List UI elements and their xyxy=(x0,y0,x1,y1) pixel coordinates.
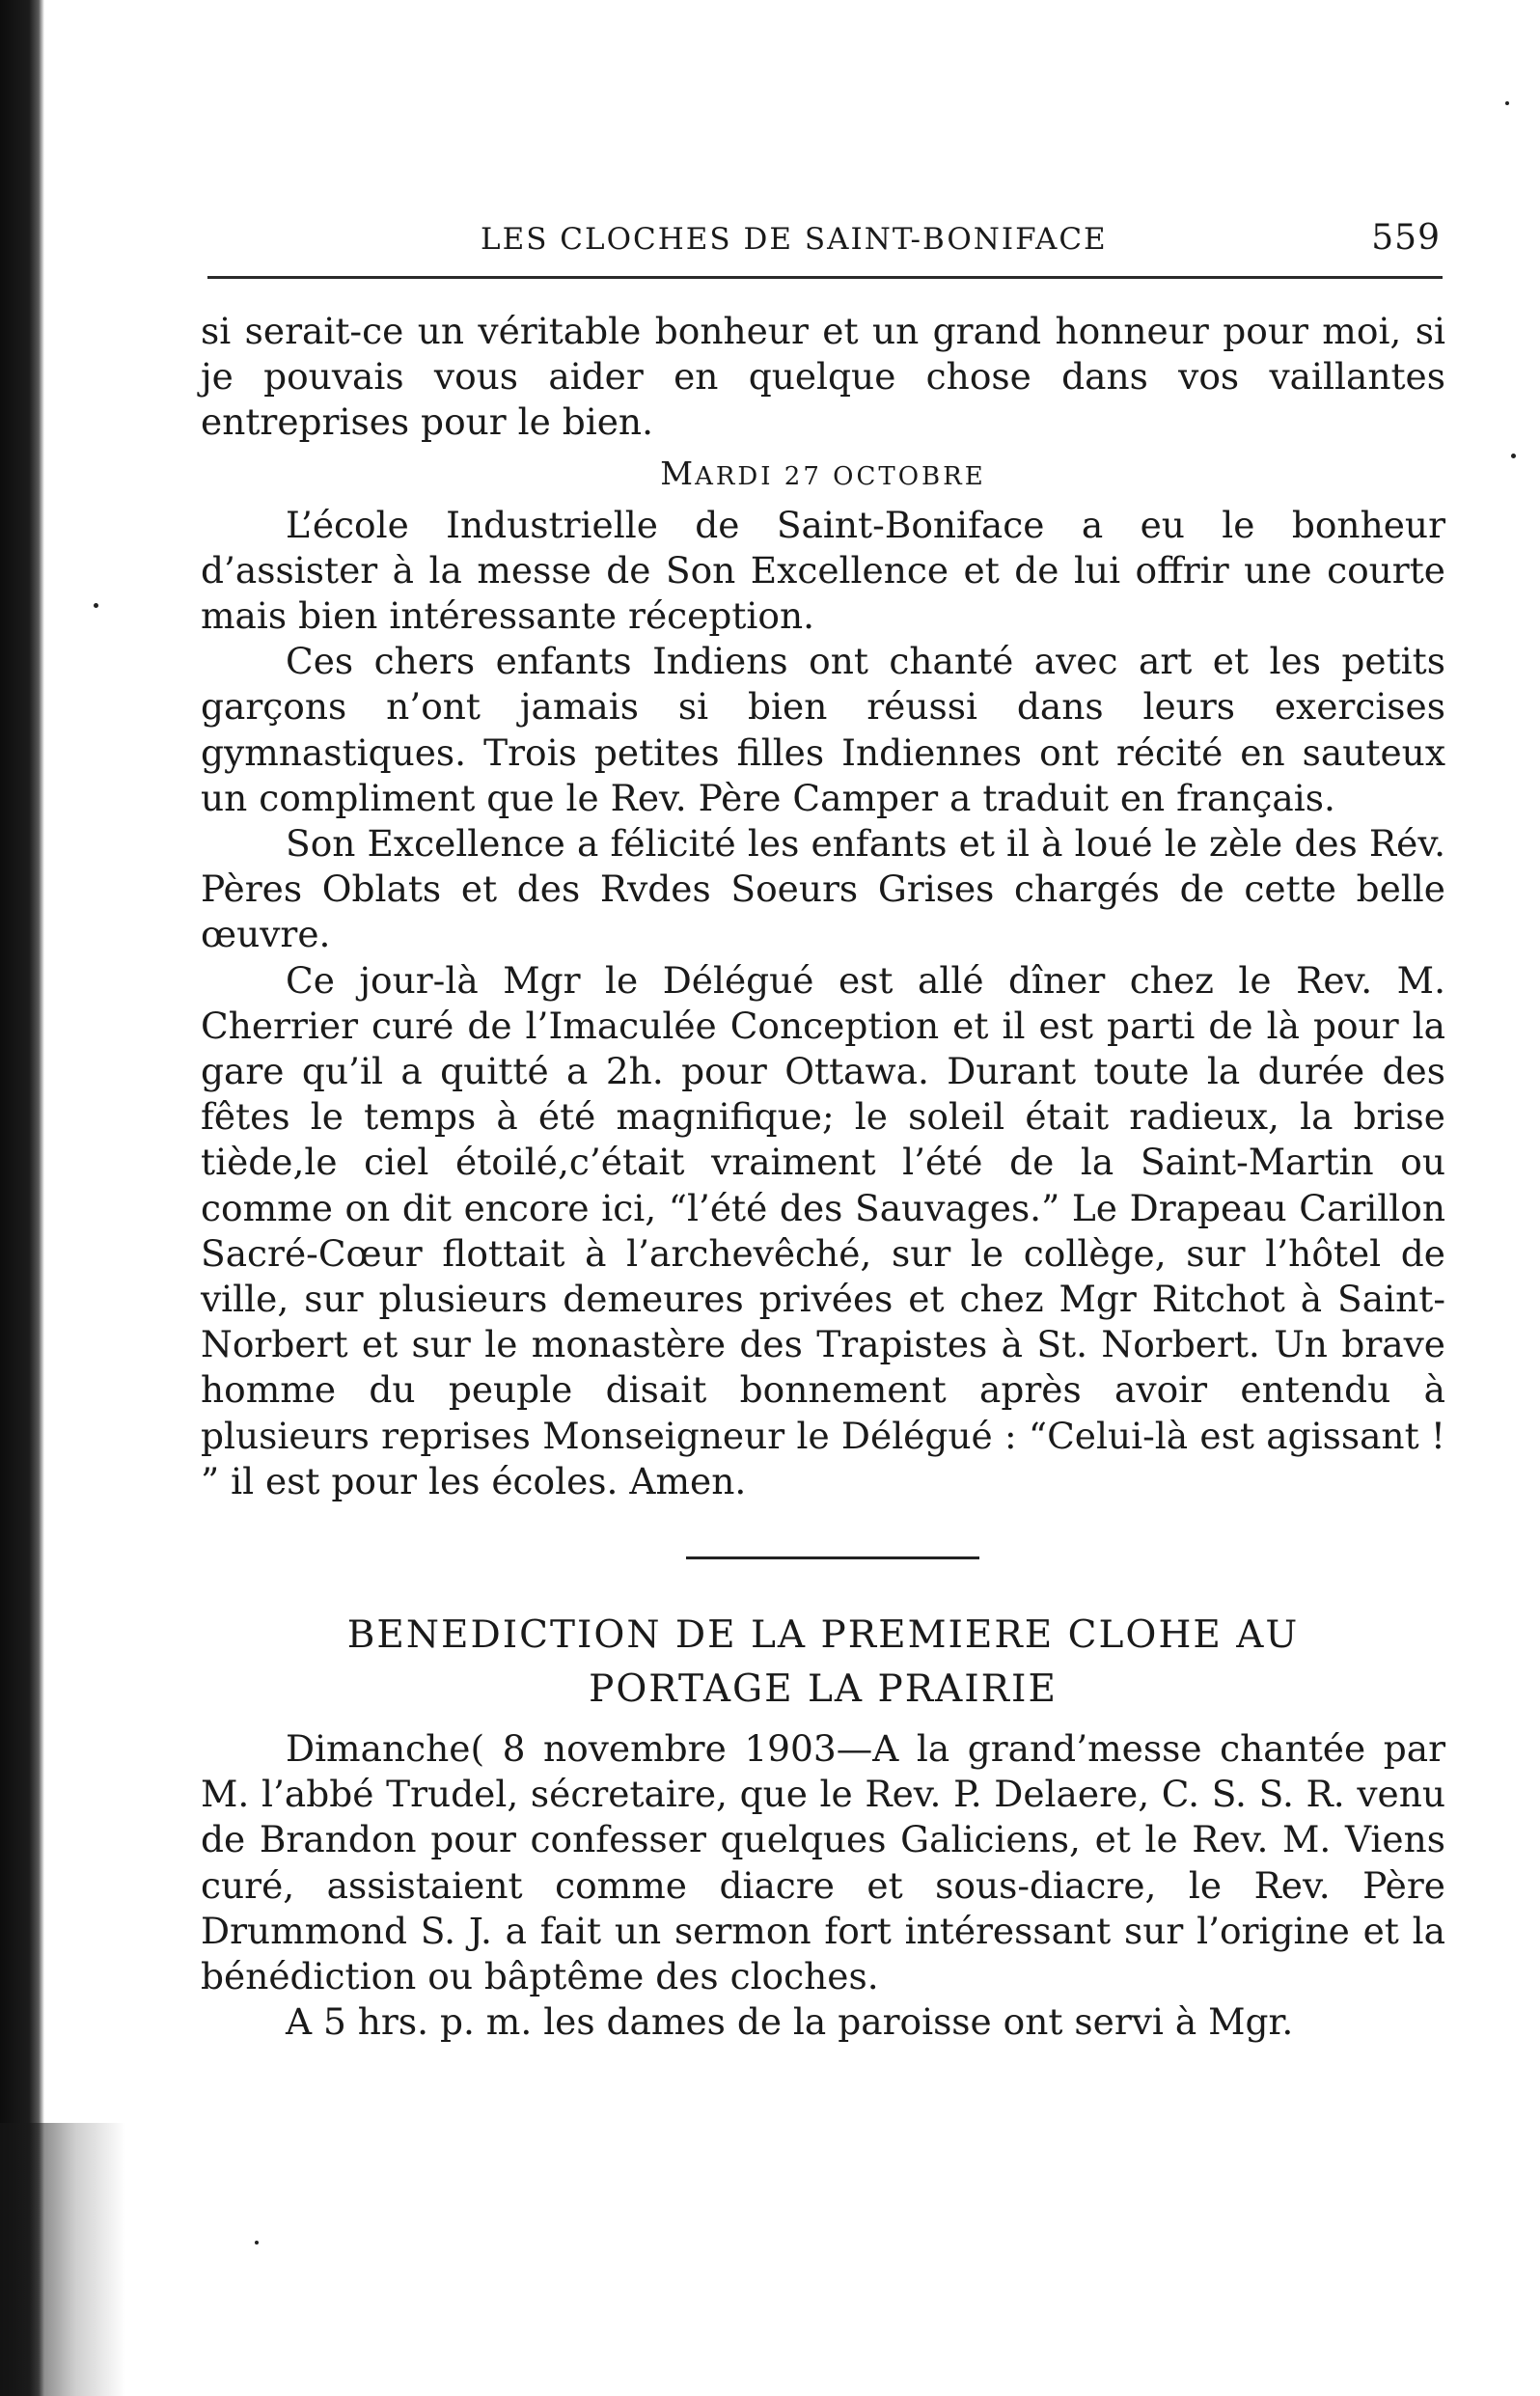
date-heading xyxy=(201,450,1445,501)
page-number: 559 xyxy=(1371,218,1441,258)
separator-rule xyxy=(686,1556,979,1559)
running-head-title: LES CLOCHES DE SAINT-BONIFACE xyxy=(481,222,1108,257)
page-binding-edge xyxy=(0,0,44,2396)
section-heading-line-1: BENEDICTION DE LA PREMIERE CLOHE AU xyxy=(346,1613,1300,1658)
date-heading-rest: ARDI 27 OCTOBRE xyxy=(695,461,986,491)
section-heading-line-2: PORTAGE LA PRAIRIE xyxy=(589,1667,1058,1712)
paragraph: A 5 hrs. p. m. les dames de la paroisse ont servi à Mgr. xyxy=(286,2000,1294,2044)
print-speck xyxy=(1511,454,1516,458)
paragraph: si serait-ce un véritable bonheur et un grand honneur pour moi, si je pouvais vous aider en quelque chose dans vos vaillantes entreprises pour le bien. xyxy=(201,310,1445,444)
header-rule xyxy=(207,276,1443,279)
binding-shadow xyxy=(0,2123,125,2396)
paragraph: Ces chers enfants Indiens ont chanté avec art et les petits garçons n’ont jamais si bien réussi dans leurs exercises gymnastiques. Trois petites filles Indiennes ont récité en sauteux un compliment que le Rev. Père Camper a traduit en français. xyxy=(201,640,1445,819)
paragraph: Dimanche( 8 novembre 1903—A la grand’messe chantée par M. l’abbé Trudel, sécretaire, que le Rev. P. Delaere, C. S. S. R. venu de Brandon pour confesser quelques Galiciens, et le Rev. M. Viens curé, assistaient comme diacre et sous-diacre, le Rev. Père Drummond S. J. a fait un sermon fort intéressant sur l’origine et la bénédiction ou bâptême des cloches. xyxy=(201,1727,1445,1998)
paragraph: Son Excellence a félicité les enfants et il à loué le zèle des Rév. Pères Oblats et des Rvdes Soeurs Grises chargés de cette belle œuvre. xyxy=(201,822,1445,956)
paragraph: L’école Industrielle de Saint-Boniface a eu le bonheur d’assister à la messe de Son Excellence et de lui offrir une courte mais bien intéressante réception. xyxy=(201,503,1445,638)
print-speck xyxy=(255,2241,259,2245)
page-body xyxy=(201,309,1445,2046)
print-speck xyxy=(1505,101,1509,105)
section-separator xyxy=(201,1504,1445,1609)
running-head xyxy=(207,214,1441,262)
section-heading xyxy=(201,1609,1445,1717)
print-speck xyxy=(94,603,98,608)
date-heading-initial: M xyxy=(660,454,696,492)
paragraph: Ce jour-là Mgr le Délégué est allé dîner chez le Rev. M. Cherrier curé de l’Imaculée Conception et il est parti de là pour la gare qu’il a quitté a 2h. pour Ottawa. Durant toute la durée des fêtes le temps à été magnifique; le soleil était radieux, la brise tiède,le ciel étoilé,c’était vraiment l’été de la Saint-Martin ou comme on dit encore ici, “l’été des Sauvages.” Le Drapeau Carillon Sacré-Cœur flottait à l’archevêché, sur le collège, sur l’hôtel de ville, sur plusieurs demeures privées et chez Mgr Ritchot à Saint-Norbert et sur le monastère des Trapistes à St. Norbert. Un brave homme du peuple disait bonnement après avoir entendu à plusieurs reprises Monseigneur le Délégué : “Celui-là est agissant ! ” il est pour les écoles. Amen. xyxy=(201,958,1445,1502)
